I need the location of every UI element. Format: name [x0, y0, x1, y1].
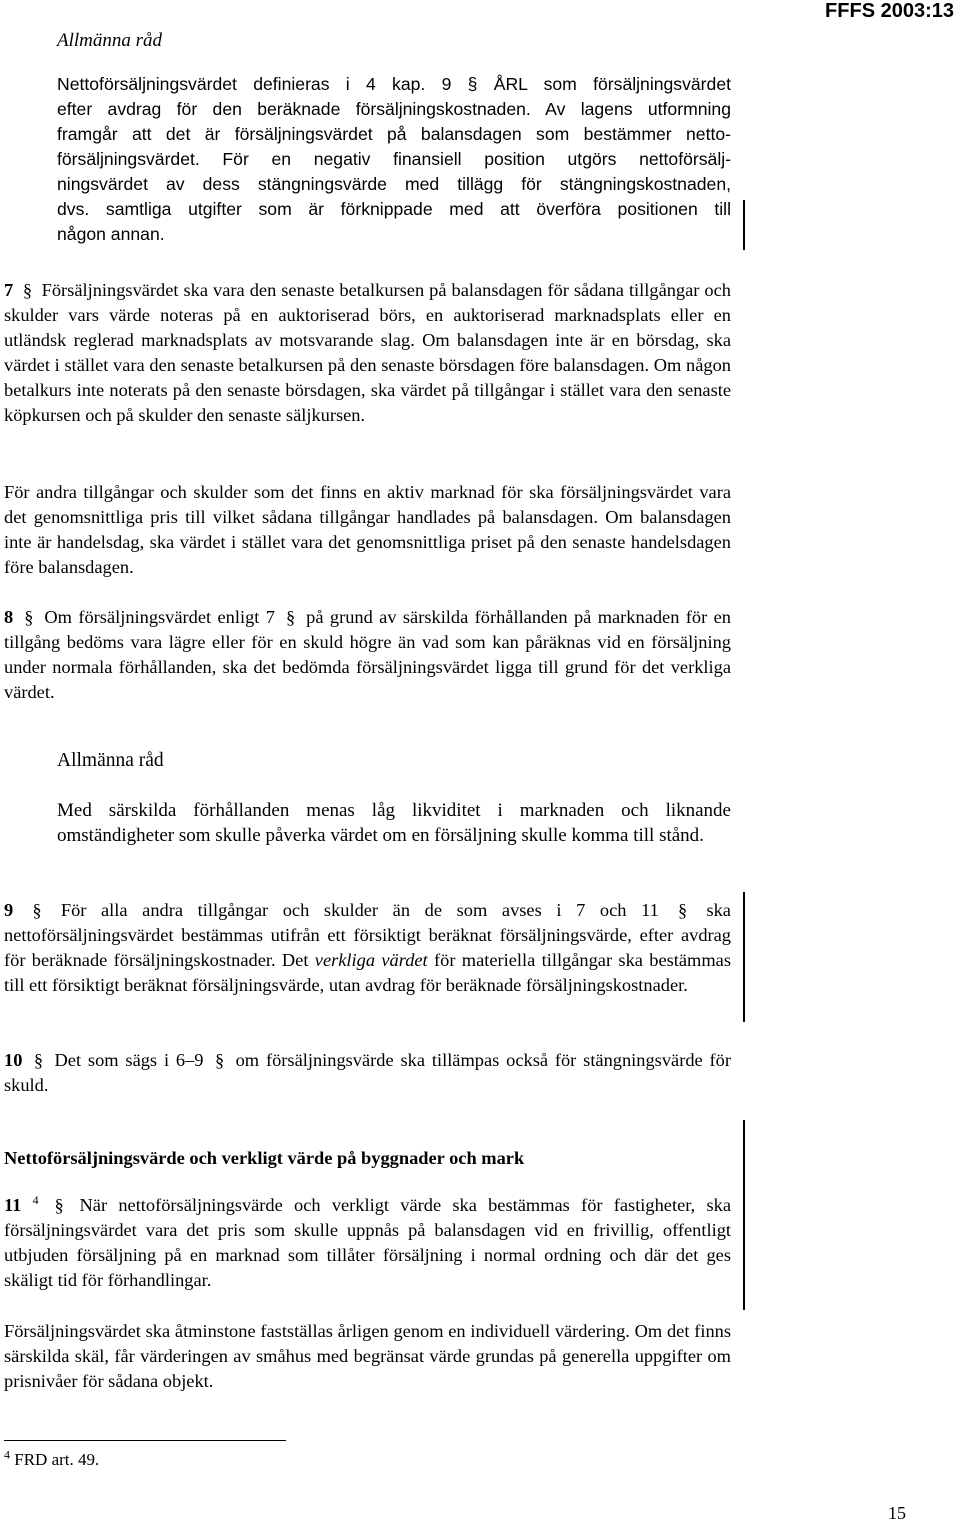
section-sign-icon: § — [678, 900, 688, 920]
section-sign-icon: § — [33, 1050, 44, 1070]
section-text: på grund av särskilda förhållanden på marknaden för en tillgång bedöms vara lägre eller för en skuld högre än vad som kan påräknas vid en försäljning under normala förhållanden, ska det bedömda försäljningsvärdet ligga till grund för det verkliga värdet. — [4, 607, 731, 702]
section-text: När nettoförsäljningsvärde och verkligt värde ska bestämmas för fastigheter, ska försäljningsvärdet vara det pris som skulle uppnås på balansdagen vid en frivillig, offentligt utbjuden försäljning på en marknad som tillåter försäljning i normal ordning och där det ges skäligt tid för förhandlingar. — [4, 1195, 731, 1290]
footnote-text: FRD art. 49. — [14, 1450, 100, 1469]
intro-line: efter avdrag för den beräknade försäljningskostnaden. Av lagens utformning — [57, 99, 731, 119]
section-text: Försäljningsvärdet ska vara den senaste betalkursen på balansdagen för sådana tillgångar och skulder vars värde noteras på en auktoriserad börs, en auktoriserad marknadsplats eller en utländsk reglerad marknadsplats av motsvarande slag. Om balansdagen inte är en börsdag, ska värdet i stället vara den senaste betalkursen på den senaste börsdagen före balansdagen. Om någon betalkurs inte noterats på den senaste börsdagen, ska värdet på tillgångar i stället vara den senaste köpkursen och på skulder den senaste säljkursen. — [4, 280, 731, 425]
intro-line: dvs. samtliga utgifter som är förknippade med att överföra positionen till — [57, 199, 731, 219]
section-text: ska nettoförsäljningsvärdet bestämmas utifrån ett försiktigt beräknat försäljningsvärde, efter avdrag för beräknade försäljningskostnader. Det — [4, 900, 731, 970]
section-sign-icon: § — [285, 607, 296, 627]
section-number: 10 — [4, 1050, 23, 1070]
section-number: 9 — [4, 900, 14, 920]
header-allmanna-rad: Allmänna råd — [57, 30, 163, 51]
section-heading: Nettoförsäljningsvärde och verkligt värde på byggnader och mark — [4, 1148, 525, 1168]
footnote-divider — [4, 1440, 286, 1441]
section-9 — [4, 898, 731, 998]
section-11-paragraph-2 — [4, 1319, 731, 1394]
section-sign-icon: § — [22, 280, 33, 300]
section-text: för materiella tillgångar ska bestämmas till ett försiktigt beräknat försäljningsvärde, utan avdrag för beräknade försäljningskostnader. — [4, 950, 731, 995]
intro-line: försäljningsvärdet. För en negativ finansiell position utgörs nettoförsälj- — [57, 149, 731, 169]
intro-line: ningsvärdet av dess stängningsvärde med tillägg för stängningskostnaden, — [57, 174, 731, 194]
section-11 — [4, 1193, 731, 1293]
section-7 — [4, 278, 731, 428]
footnote-number: 4 — [4, 1447, 10, 1462]
section-sign-icon: § — [54, 1195, 64, 1215]
section-number: 7 — [4, 280, 14, 300]
allmanna-rad-label: Allmänna råd — [57, 750, 164, 771]
footnote-reference: 4 — [32, 1192, 39, 1207]
change-bar — [743, 892, 745, 1022]
section-text: För alla andra tillgångar och skulder än de som avses i 7 och 11 — [60, 900, 659, 920]
change-bar — [743, 1120, 745, 1310]
section-number: 8 — [4, 607, 14, 627]
section-text: om försäljningsvärde ska tillämpas också för stängningsvärde för skuld. — [4, 1050, 731, 1095]
section-text: För andra tillgångar och skulder som det finns en aktiv marknad för ska försäljningsvärdet vara det genomsnittliga pris till vilket sådana tillgångar handlades på balansdagen. Om balansdagen inte är handelsdag, ska värdet i stället vara det genomsnittliga priset på den senaste handelsdagen före balansdagen. — [4, 482, 731, 577]
section-10 — [4, 1048, 731, 1098]
intro-paragraph — [57, 72, 731, 247]
intro-line: framgår att det är försäljningsvärdet på balansdagen som bestämmer netto- — [57, 124, 731, 144]
allmanna-rad-text — [57, 798, 731, 848]
document-id: FFFS 2003:13 — [825, 0, 954, 22]
intro-line: Nettoförsäljningsvärdet definieras i 4 kap. 9 § ÅRL som försäljningsvärdet — [57, 74, 731, 94]
allmanna-rad-body: Med särskilda förhållanden menas låg likviditet i marknaden och liknande omständigheter som skulle påverka värdet om en försäljning skulle komma till stånd. — [57, 800, 731, 846]
footnote — [4, 1447, 100, 1470]
section-sign-icon: § — [24, 607, 34, 627]
section-italic: verkliga värdet — [314, 950, 428, 970]
page-number: 15 — [888, 1503, 906, 1523]
section-text: Om försäljningsvärdet enligt 7 — [44, 607, 275, 627]
section-8 — [4, 605, 731, 705]
section-text: Det som sägs i 6–9 — [54, 1050, 204, 1070]
section-sign-icon: § — [214, 1050, 225, 1070]
change-bar — [743, 200, 745, 250]
section-7-paragraph-2 — [4, 480, 731, 580]
section-sign-icon: § — [32, 900, 42, 920]
intro-line: någon annan. — [57, 224, 165, 244]
section-text: Försäljningsvärdet ska åtminstone fastställas årligen genom en individuell värdering. Om det finns särskilda skäl, får värderingen av småhus med begränsat värde grundas på generella uppgifter om prisnivåer för sådana objekt. — [4, 1321, 731, 1391]
section-number: 11 — [4, 1195, 22, 1215]
